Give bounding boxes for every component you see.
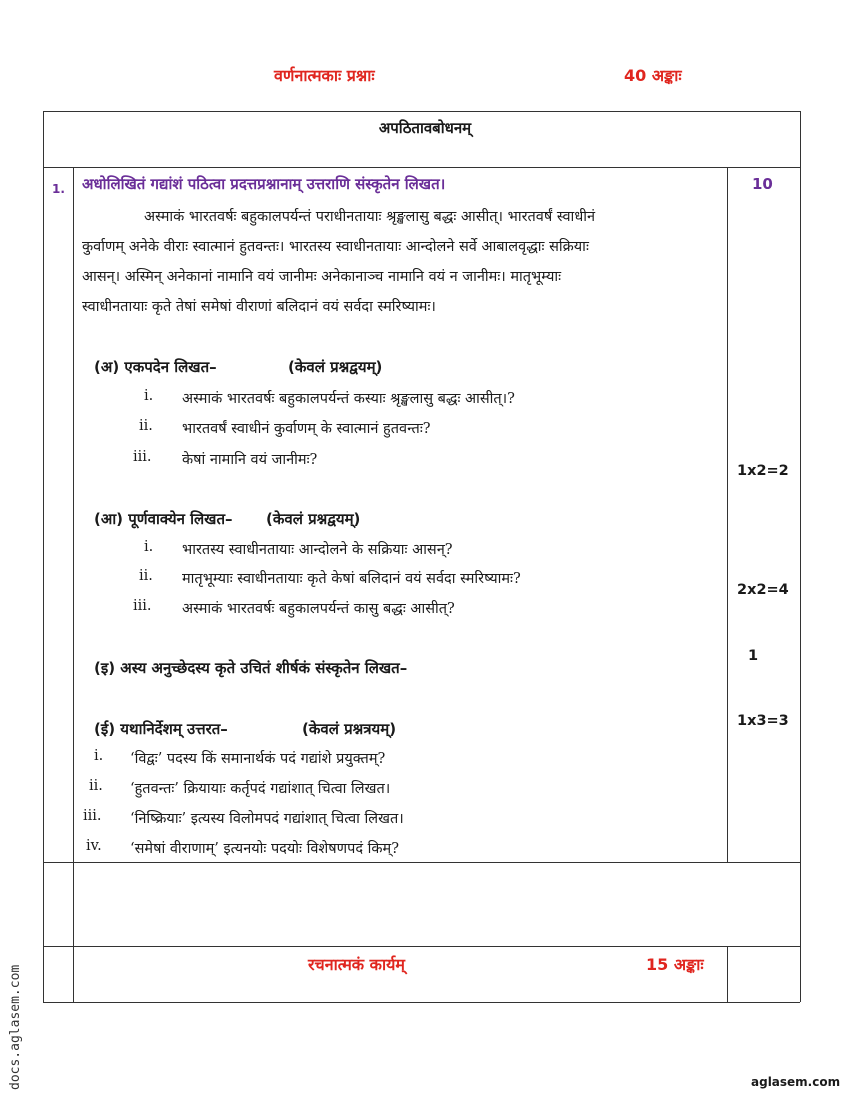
question-item-num: i. — [144, 388, 154, 404]
question-item-num: iii. — [133, 449, 152, 465]
passage-line: आसन्। अस्मिन् अनेकानां नामानि वयं जानीमः अनेकानाञ्च नामानि वयं न जानीमः। मातृभूम्याः — [82, 269, 562, 285]
question-item-num: ii. — [139, 568, 153, 584]
question-instruction: अधोलिखितं गद्यांशं पठित्वा प्रदत्तप्रश्नानाम् उत्तराणि संस्कृतेन लिखत। — [82, 175, 446, 193]
passage — [82, 202, 722, 322]
section-title: वर्णनात्मकाः प्रश्नाः — [274, 66, 375, 85]
part-a-label: (अ) एकपदेन लिखत– — [94, 358, 217, 376]
question-item: ‘निष्क्रियाः’ इत्यस्य विलोमपदं गद्यांशात् चित्वा लिखत। — [130, 811, 404, 827]
section-marks: 40 अङ्काः — [624, 66, 682, 85]
part-ii-marks: 1x3=3 — [737, 713, 789, 729]
question-number: 1. — [52, 182, 65, 196]
question-item: अस्माकं भारतवर्षः बहुकालपर्यन्तं कासु बद्धः आसीत्? — [182, 601, 455, 617]
part-i-label: (इ) अस्य अनुच्छेदस्य कृते उचितं शीर्षकं संस्कृतेन लिखत– — [94, 659, 408, 677]
passage-line: अस्माकं भारतवर्षः बहुकालपर्यन्तं पराधीनतायाः श्रृङ्खलासु बद्धः आसीत्। भारतवर्षं स्वाधीनं — [144, 209, 596, 225]
passage-line: कुर्वाणम् अनेके वीराः स्वात्मानं हुतवन्तः। भारतस्य स्वाधीनतायाः आन्दोलने सर्वे आबालवृद्धाः सक्रियाः — [82, 239, 589, 255]
question-item: ‘विद्वः’ पदस्य किं समानार्थकं पदं गद्यांशे प्रयुक्तम्? — [130, 751, 386, 767]
question-item: अस्माकं भारतवर्षः बहुकालपर्यन्तं कस्याः श्रृङ्खलासु बद्धः आसीत्।? — [182, 391, 515, 407]
question-item-num: iii. — [83, 808, 102, 824]
section-a-title: अपठितावबोधनम् — [378, 119, 472, 137]
question-item-num: iv. — [86, 838, 102, 854]
footer-brand: aglasem.com — [751, 1075, 841, 1089]
passage-line: स्वाधीनतायाः कृते तेषां समेषां वीराणां बलिदानं वयं सर्वदा स्मरिष्यामः। — [82, 299, 436, 315]
section-b-title: रचनात्मकं कार्यम् — [308, 955, 405, 974]
part-i-marks: 1 — [748, 648, 759, 664]
question-item: भारतस्य स्वाधीनतायाः आन्दोलने के सक्रियाः आसन्? — [182, 542, 453, 558]
question-item-num: i. — [94, 748, 104, 764]
part-aa-note: (केवलं प्रश्नद्वयम्) — [266, 510, 361, 528]
section-b-marks: 15 अङ्काः — [646, 955, 704, 974]
question-item-num: ii. — [89, 778, 103, 794]
question-item-num: iii. — [133, 598, 152, 614]
question-item-num: i. — [144, 539, 154, 555]
part-a-note: (केवलं प्रश्नद्वयम्) — [288, 358, 383, 376]
part-aa-label: (आ) पूर्णवाक्येन लिखत– — [94, 510, 233, 528]
part-ii-note: (केवलं प्रश्नत्रयम्) — [302, 720, 397, 738]
question-item: भारतवर्षं स्वाधीनं कुर्वाणम् के स्वात्मानं हुतवन्तः? — [182, 421, 431, 437]
part-ii-label: (ई) यथानिर्देशम् उत्तरत– — [94, 720, 228, 738]
question-item: ‘हुतवन्तः’ क्रियायाः कर्तृपदं गद्यांशात् चित्वा लिखत। — [130, 781, 391, 797]
side-watermark: docs.aglasem.com — [8, 964, 23, 1090]
question-item: ‘समेषां वीराणाम्’ इत्यनयोः पदयोः विशेषणपदं किम्? — [130, 841, 400, 857]
question-item: केषां नामानि वयं जानीमः? — [182, 452, 318, 468]
part-aa-marks: 2x2=4 — [737, 582, 789, 598]
question-item: मातृभूम्याः स्वाधीनतायाः कृते केषां बलिदानं वयं सर्वदा स्मरिष्यामः? — [182, 571, 521, 587]
total-marks: 10 — [752, 175, 773, 193]
part-a-marks: 1x2=2 — [737, 463, 789, 479]
question-item-num: ii. — [139, 418, 153, 434]
